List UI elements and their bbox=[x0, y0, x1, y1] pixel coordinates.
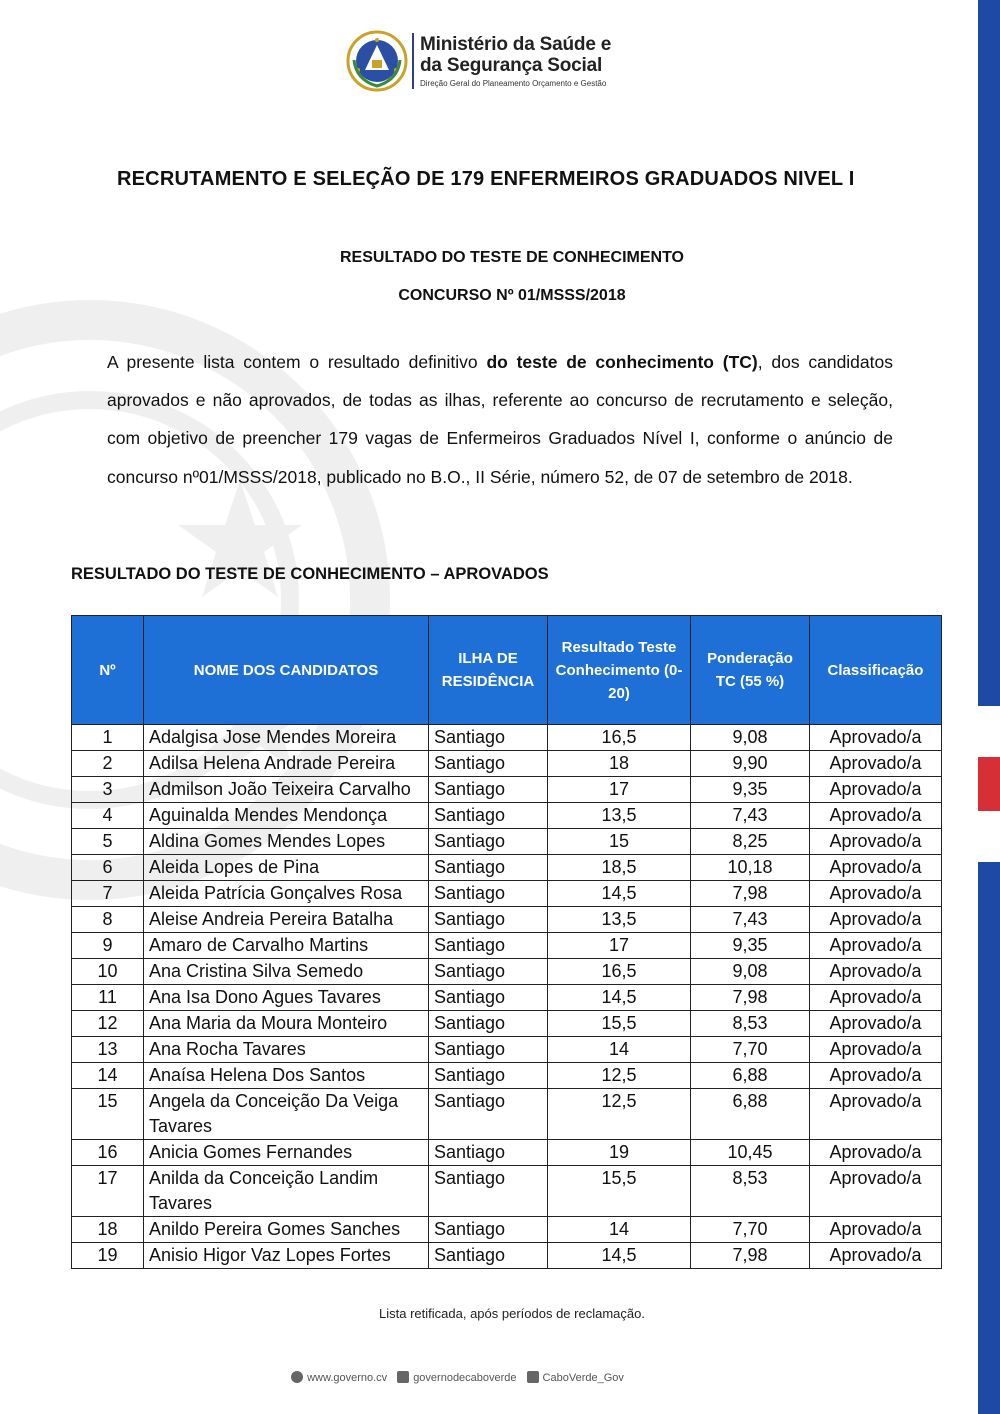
cell-num: 15 bbox=[72, 1089, 144, 1140]
results-table bbox=[71, 615, 942, 1269]
intro-paragraph bbox=[107, 343, 893, 496]
cell-name: Ana Isa Dono Agues Tavares bbox=[144, 985, 429, 1011]
cell-classificacao: Aprovado/a bbox=[810, 725, 942, 751]
footer-facebook-text: governodecaboverde bbox=[413, 1372, 517, 1384]
side-bar-blue-bottom bbox=[978, 862, 1000, 1414]
header-ilha: ILHA DE RESIDÊNCIA bbox=[429, 616, 548, 725]
cell-num: 19 bbox=[72, 1243, 144, 1269]
cell-resultado: 14,5 bbox=[548, 985, 691, 1011]
footer bbox=[0, 1371, 915, 1384]
cell-resultado: 15,5 bbox=[548, 1166, 691, 1217]
cell-classificacao: Aprovado/a bbox=[810, 855, 942, 881]
table-row bbox=[72, 1166, 942, 1217]
cell-num: 9 bbox=[72, 933, 144, 959]
table-body bbox=[72, 725, 942, 1269]
cell-name: Adilsa Helena Andrade Pereira bbox=[144, 751, 429, 777]
cell-ponderacao: 9,08 bbox=[691, 725, 810, 751]
cell-name: Anaísa Helena Dos Santos bbox=[144, 1063, 429, 1089]
ministry-logo bbox=[346, 30, 611, 92]
cell-name: Anilda da Conceição Landim Tavares bbox=[144, 1166, 429, 1217]
cell-classificacao: Aprovado/a bbox=[810, 1217, 942, 1243]
cell-resultado: 16,5 bbox=[548, 959, 691, 985]
header-resultado: Resultado Teste Conhecimento (0-20) bbox=[548, 616, 691, 725]
cell-num: 4 bbox=[72, 803, 144, 829]
table-row bbox=[72, 933, 942, 959]
cell-ilha: Santiago bbox=[429, 725, 548, 751]
cell-name: Aguinalda Mendes Mendonça bbox=[144, 803, 429, 829]
cell-name: Aldina Gomes Mendes Lopes bbox=[144, 829, 429, 855]
cell-num: 14 bbox=[72, 1063, 144, 1089]
cell-classificacao: Aprovado/a bbox=[810, 1037, 942, 1063]
cell-classificacao: Aprovado/a bbox=[810, 777, 942, 803]
cell-name: Aleida Lopes de Pina bbox=[144, 855, 429, 881]
intro-bold: do teste de conhecimento (TC) bbox=[486, 352, 758, 372]
intro-part2: , dos candidatos aprovados e não aprovados, de todas as ilhas, referente ao concurso de recrutamento e seleção, com objetivo de preencher 179 vagas de Enfermeiros Graduados Nível I, conforme o anúncio de concurso nº01/MSSS/2018, publicado no B.O., II Série, número 52, de 07 de setembro de 2018. bbox=[107, 352, 893, 487]
cell-ponderacao: 9,35 bbox=[691, 933, 810, 959]
contest-subtitle: CONCURSO Nº 01/MSSS/2018 bbox=[398, 287, 626, 304]
cell-resultado: 14,5 bbox=[548, 1243, 691, 1269]
cell-classificacao: Aprovado/a bbox=[810, 933, 942, 959]
cell-resultado: 18 bbox=[548, 751, 691, 777]
cell-resultado: 12,5 bbox=[548, 1089, 691, 1140]
cell-ilha: Santiago bbox=[429, 829, 548, 855]
logo-divider bbox=[412, 33, 414, 89]
cell-num: 7 bbox=[72, 881, 144, 907]
cell-name: Ana Maria da Moura Monteiro bbox=[144, 1011, 429, 1037]
intro-part1: A presente lista contem o resultado definitivo bbox=[107, 352, 487, 372]
cell-resultado: 14,5 bbox=[548, 881, 691, 907]
cell-classificacao: Aprovado/a bbox=[810, 1011, 942, 1037]
cell-ponderacao: 7,70 bbox=[691, 1037, 810, 1063]
table-row bbox=[72, 1140, 942, 1166]
table-row bbox=[72, 959, 942, 985]
table-row bbox=[72, 1037, 942, 1063]
cell-num: 16 bbox=[72, 1140, 144, 1166]
cell-name: Anicia Gomes Fernandes bbox=[144, 1140, 429, 1166]
header-classificacao: Classificação bbox=[810, 616, 942, 725]
cell-ilha: Santiago bbox=[429, 751, 548, 777]
cell-ponderacao: 8,53 bbox=[691, 1166, 810, 1217]
table-row bbox=[72, 855, 942, 881]
cell-ilha: Santiago bbox=[429, 933, 548, 959]
cell-classificacao: Aprovado/a bbox=[810, 1089, 942, 1140]
cell-classificacao: Aprovado/a bbox=[810, 881, 942, 907]
document-title: RECRUTAMENTO E SELEÇÃO DE 179 ENFERMEIROS GRADUADOS NIVEL I bbox=[117, 168, 855, 190]
cell-classificacao: Aprovado/a bbox=[810, 1166, 942, 1217]
side-bar-blue-top bbox=[978, 0, 1000, 706]
globe-icon bbox=[291, 1371, 303, 1383]
cell-ilha: Santiago bbox=[429, 907, 548, 933]
cell-resultado: 14 bbox=[548, 1217, 691, 1243]
cell-resultado: 15,5 bbox=[548, 1011, 691, 1037]
header-name: NOME DOS CANDIDATOS bbox=[144, 616, 429, 725]
cell-classificacao: Aprovado/a bbox=[810, 1243, 942, 1269]
cell-ponderacao: 6,88 bbox=[691, 1089, 810, 1140]
table-row bbox=[72, 725, 942, 751]
cell-name: Aleida Patrícia Gonçalves Rosa bbox=[144, 881, 429, 907]
cell-ilha: Santiago bbox=[429, 1089, 548, 1140]
cell-ilha: Santiago bbox=[429, 803, 548, 829]
cell-name: Ana Rocha Tavares bbox=[144, 1037, 429, 1063]
cell-resultado: 19 bbox=[548, 1140, 691, 1166]
header-ponderacao: Ponderação TC (55 %) bbox=[691, 616, 810, 725]
cell-ponderacao: 7,98 bbox=[691, 1243, 810, 1269]
cell-num: 17 bbox=[72, 1166, 144, 1217]
table-row bbox=[72, 881, 942, 907]
cell-name: Angela da Conceição Da Veiga Tavares bbox=[144, 1089, 429, 1140]
cell-ilha: Santiago bbox=[429, 1217, 548, 1243]
cell-num: 13 bbox=[72, 1037, 144, 1063]
cell-ilha: Santiago bbox=[429, 1140, 548, 1166]
cell-resultado: 15 bbox=[548, 829, 691, 855]
table-row bbox=[72, 777, 942, 803]
cell-ponderacao: 7,98 bbox=[691, 985, 810, 1011]
cell-resultado: 14 bbox=[548, 1037, 691, 1063]
table-row bbox=[72, 907, 942, 933]
footer-website[interactable] bbox=[291, 1371, 387, 1384]
cell-classificacao: Aprovado/a bbox=[810, 829, 942, 855]
cell-ponderacao: 7,70 bbox=[691, 1217, 810, 1243]
cell-ponderacao: 7,43 bbox=[691, 803, 810, 829]
cell-ponderacao: 10,18 bbox=[691, 855, 810, 881]
cell-ilha: Santiago bbox=[429, 1166, 548, 1217]
cell-resultado: 13,5 bbox=[548, 907, 691, 933]
footer-twitter-text: CaboVerde_Gov bbox=[542, 1372, 624, 1384]
facebook-icon bbox=[397, 1371, 409, 1383]
table-row bbox=[72, 1089, 942, 1140]
cell-ilha: Santiago bbox=[429, 855, 548, 881]
cell-num: 12 bbox=[72, 1011, 144, 1037]
cell-name: Anisio Higor Vaz Lopes Fortes bbox=[144, 1243, 429, 1269]
cell-classificacao: Aprovado/a bbox=[810, 985, 942, 1011]
cell-ponderacao: 9,90 bbox=[691, 751, 810, 777]
cell-resultado: 16,5 bbox=[548, 725, 691, 751]
cell-ilha: Santiago bbox=[429, 1243, 548, 1269]
cell-name: Aleise Andreia Pereira Batalha bbox=[144, 907, 429, 933]
cell-resultado: 17 bbox=[548, 777, 691, 803]
cell-num: 18 bbox=[72, 1217, 144, 1243]
cell-resultado: 17 bbox=[548, 933, 691, 959]
table-row bbox=[72, 829, 942, 855]
cell-resultado: 12,5 bbox=[548, 1063, 691, 1089]
cell-num: 1 bbox=[72, 725, 144, 751]
coat-of-arms-icon bbox=[346, 30, 408, 92]
table-header-row bbox=[72, 616, 942, 725]
cell-name: Admilson João Teixeira Carvalho bbox=[144, 777, 429, 803]
side-bar-red bbox=[978, 757, 1000, 811]
cell-ilha: Santiago bbox=[429, 959, 548, 985]
table-row bbox=[72, 1243, 942, 1269]
result-subtitle: RESULTADO DO TESTE DE CONHECIMENTO bbox=[339, 249, 684, 266]
cell-num: 5 bbox=[72, 829, 144, 855]
cell-num: 11 bbox=[72, 985, 144, 1011]
cell-name: Adalgisa Jose Mendes Moreira bbox=[144, 725, 429, 751]
cell-resultado: 13,5 bbox=[548, 803, 691, 829]
cell-ilha: Santiago bbox=[429, 881, 548, 907]
cell-ponderacao: 7,43 bbox=[691, 907, 810, 933]
table-row bbox=[72, 985, 942, 1011]
cell-classificacao: Aprovado/a bbox=[810, 1063, 942, 1089]
footer-website-text: www.governo.cv bbox=[307, 1372, 388, 1384]
footnote: Lista retificada, após períodos de reclamação. bbox=[379, 1306, 645, 1321]
cell-name: Anildo Pereira Gomes Sanches bbox=[144, 1217, 429, 1243]
cell-ponderacao: 9,08 bbox=[691, 959, 810, 985]
table-row bbox=[72, 1217, 942, 1243]
cell-num: 10 bbox=[72, 959, 144, 985]
cell-ponderacao: 9,35 bbox=[691, 777, 810, 803]
cell-num: 8 bbox=[72, 907, 144, 933]
cell-ponderacao: 7,98 bbox=[691, 881, 810, 907]
cell-resultado: 18,5 bbox=[548, 855, 691, 881]
footer-twitter[interactable] bbox=[527, 1371, 624, 1384]
table-row bbox=[72, 1063, 942, 1089]
cell-classificacao: Aprovado/a bbox=[810, 1140, 942, 1166]
cell-classificacao: Aprovado/a bbox=[810, 907, 942, 933]
cell-ilha: Santiago bbox=[429, 777, 548, 803]
org-name-line2: da Segurança Social bbox=[420, 55, 603, 76]
cell-classificacao: Aprovado/a bbox=[810, 959, 942, 985]
footer-facebook[interactable] bbox=[397, 1371, 516, 1384]
cell-ilha: Santiago bbox=[429, 1037, 548, 1063]
cell-ilha: Santiago bbox=[429, 985, 548, 1011]
section-title: RESULTADO DO TESTE DE CONHECIMENTO – APROVADOS bbox=[71, 565, 549, 583]
twitter-icon bbox=[527, 1371, 539, 1383]
cell-ponderacao: 6,88 bbox=[691, 1063, 810, 1089]
cell-num: 3 bbox=[72, 777, 144, 803]
cell-name: Amaro de Carvalho Martins bbox=[144, 933, 429, 959]
cell-classificacao: Aprovado/a bbox=[810, 803, 942, 829]
org-name-line1: Ministério da Saúde e bbox=[420, 34, 612, 55]
cell-ilha: Santiago bbox=[429, 1063, 548, 1089]
header-num: Nº bbox=[72, 616, 144, 725]
cell-ilha: Santiago bbox=[429, 1011, 548, 1037]
cell-num: 2 bbox=[72, 751, 144, 777]
cell-classificacao: Aprovado/a bbox=[810, 751, 942, 777]
cell-ponderacao: 10,45 bbox=[691, 1140, 810, 1166]
table-row bbox=[72, 803, 942, 829]
cell-ponderacao: 8,25 bbox=[691, 829, 810, 855]
org-subtitle: Direção Geral do Planeamento Orçamento e Gestão bbox=[420, 79, 607, 88]
table-row bbox=[72, 1011, 942, 1037]
table-row bbox=[72, 751, 942, 777]
logo-text bbox=[420, 34, 611, 88]
cell-num: 6 bbox=[72, 855, 144, 881]
cell-ponderacao: 8,53 bbox=[691, 1011, 810, 1037]
cell-name: Ana Cristina Silva Semedo bbox=[144, 959, 429, 985]
